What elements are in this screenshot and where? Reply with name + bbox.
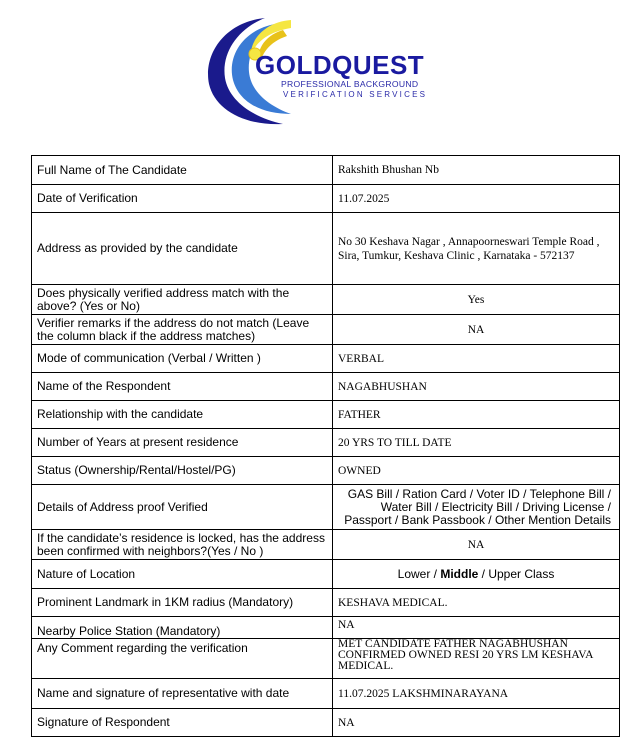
- row-label: Does physically verified address match with the above? (Yes or No): [32, 285, 333, 315]
- row-label: Nature of Location: [32, 560, 333, 589]
- table-row: [32, 530, 620, 560]
- table-row: [32, 589, 620, 617]
- row-label: Status (Ownership/Rental/Hostel/PG): [32, 457, 333, 485]
- row-value: 20 YRS TO TILL DATE: [333, 429, 620, 457]
- option-middle-selected: Middle: [440, 567, 479, 581]
- table-row: [32, 156, 620, 185]
- row-label: Name and signature of representative with date: [32, 679, 333, 709]
- row-label: Number of Years at present residence: [32, 429, 333, 457]
- goldquest-logo: [195, 14, 465, 130]
- table-row: [32, 285, 620, 315]
- row-value: NA: [333, 315, 620, 345]
- row-value: NA: [333, 617, 620, 639]
- row-label: Prominent Landmark in 1KM radius (Mandatory): [32, 589, 333, 617]
- row-value: MET CANDIDATE FATHER NAGABHUSHAN CONFIRMED OWNED RESI 20 YRS LM KESHAVA MEDICAL.: [333, 639, 620, 679]
- row-label: Details of Address proof Verified: [32, 485, 333, 530]
- table-row: [32, 457, 620, 485]
- address-verification-table: [31, 155, 620, 737]
- nature-of-location-value: [333, 560, 620, 589]
- table-row: [32, 679, 620, 709]
- option-lower: Lower /: [397, 567, 441, 581]
- logo-tagline-2: VERIFICATION SERVICES: [283, 90, 428, 99]
- row-label: Relationship with the candidate: [32, 401, 333, 429]
- row-value: No 30 Keshava Nagar , Annapoorneswari Temple Road , Sira, Tumkur, Keshava Clinic , Karnataka - 572137: [333, 213, 620, 285]
- row-label: If the candidate’s residence is locked, has the address been confirmed with neighbors?(Yes / No ): [32, 530, 333, 560]
- row-value: 11.07.2025: [333, 185, 620, 213]
- row-label: Mode of communication (Verbal / Written ): [32, 345, 333, 373]
- row-value: NAGABHUSHAN: [333, 373, 620, 401]
- logo-wordmark: GOLDQUEST: [255, 50, 425, 80]
- option-upper: / Upper Class: [478, 567, 555, 581]
- table-row: [32, 185, 620, 213]
- table-row: [32, 709, 620, 737]
- logo-tagline-1: PROFESSIONAL BACKGROUND: [281, 79, 419, 89]
- row-label: Signature of Respondent: [32, 709, 333, 737]
- row-label: Address as provided by the candidate: [32, 213, 333, 285]
- row-label: Verifier remarks if the address do not match (Leave the column black if the address matches): [32, 315, 333, 345]
- row-value: VERBAL: [333, 345, 620, 373]
- table-row: [32, 485, 620, 530]
- row-label: Date of Verification: [32, 185, 333, 213]
- row-value: OWNED: [333, 457, 620, 485]
- row-value: FATHER: [333, 401, 620, 429]
- table-row: [32, 617, 620, 639]
- row-label: Any Comment regarding the verification: [32, 639, 333, 679]
- row-value: 11.07.2025 LAKSHMINARAYANA: [333, 679, 620, 709]
- row-label: Nearby Police Station (Mandatory): [32, 617, 333, 639]
- table-row: [32, 213, 620, 285]
- row-value: GAS Bill / Ration Card / Voter ID / Telephone Bill / Water Bill / Electricity Bill / Driving License / Passport / Bank Passbook / Other Mention Details: [333, 485, 620, 530]
- table-row: [32, 401, 620, 429]
- row-value: KESHAVA MEDICAL.: [333, 589, 620, 617]
- table-row: [32, 429, 620, 457]
- row-value: Rakshith Bhushan Nb: [333, 156, 620, 185]
- row-label: Name of the Respondent: [32, 373, 333, 401]
- table-row: [32, 345, 620, 373]
- row-label: Full Name of The Candidate: [32, 156, 333, 185]
- row-value: NA: [333, 709, 620, 737]
- row-value: Yes: [333, 285, 620, 315]
- table-row: [32, 373, 620, 401]
- row-value: NA: [333, 530, 620, 560]
- table-row: [32, 315, 620, 345]
- table-row: [32, 560, 620, 589]
- table-row: [32, 639, 620, 679]
